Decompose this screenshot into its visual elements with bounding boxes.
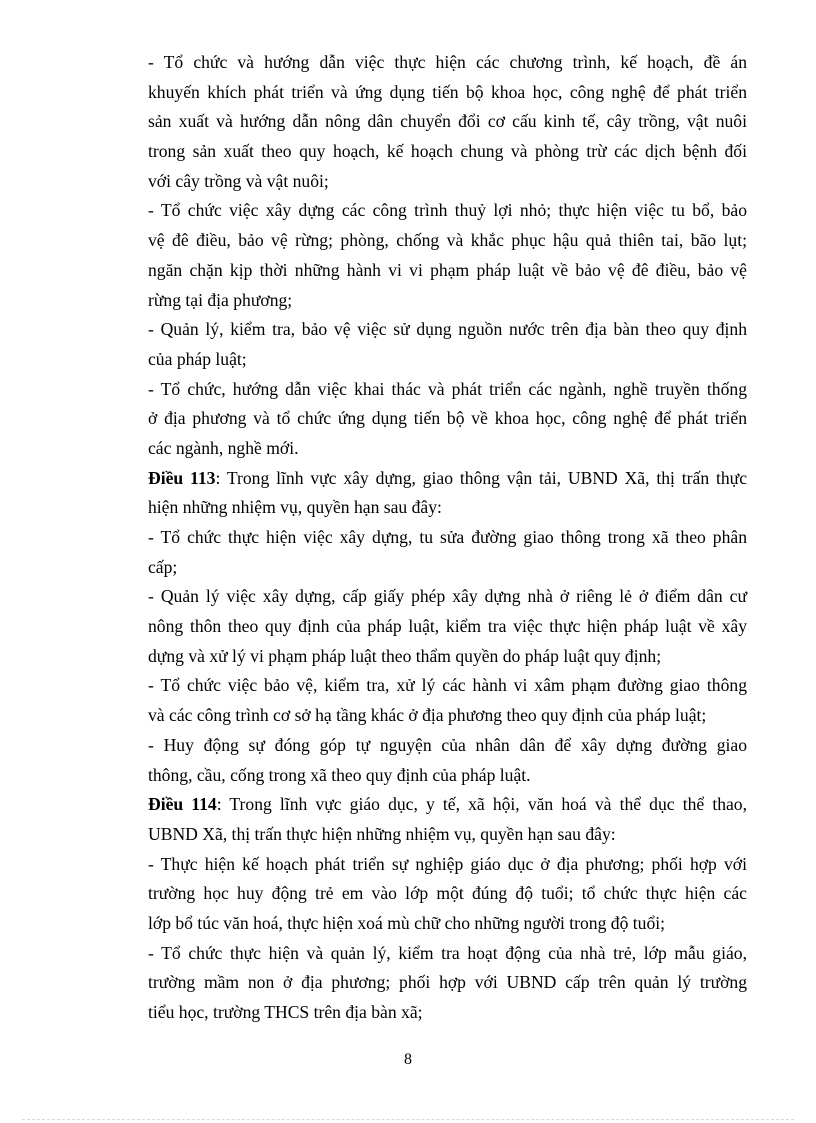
text-line-content: Trong lĩnh vực giáo dục, y tế, xã hội, văn hoá và thể dục thể thao, [229, 794, 748, 815]
text-line: - Quản lý việc xây dựng, cấp giấy phép xây dựng nhà ở riêng lẻ ở điểm dân cư [148, 586, 747, 607]
text-line: và các công trình cơ sở hạ tầng khác ở địa phương theo quy định của pháp luật; [148, 705, 707, 726]
article-114-label: Điều 114 [148, 794, 217, 815]
text-line: tiểu học, trường THCS trên địa bàn xã; [148, 1002, 423, 1022]
text-line: sản xuất và hướng dẫn nông dân chuyển đổi cơ cấu kinh tế, cây trồng, vật nuôi [148, 111, 747, 132]
text-line: - Tổ chức, hướng dẫn việc khai thác và phát triển các ngành, nghề truyền thống [148, 378, 747, 399]
text-line: - Quản lý, kiểm tra, bảo vệ việc sử dụng nguồn nước trên địa bàn theo quy định [148, 319, 747, 340]
article-separator: : [216, 794, 230, 815]
text-line: hiện những nhiệm vụ, quyền hạn sau đây: [148, 497, 442, 518]
text-line: - Tổ chức việc bảo vệ, kiểm tra, xử lý các hành vi xâm phạm đường giao thông [148, 675, 747, 696]
text-line: các ngành, nghề mới. [148, 437, 299, 458]
text-line: nông thôn theo quy định của pháp luật, kiểm tra việc thực hiện pháp luật về xây [148, 616, 747, 637]
text-line: trường học huy động trẻ em vào lớp một đúng độ tuổi; tổ chức thực hiện các [148, 883, 747, 904]
text-line: ngăn chặn kịp thời những hành vi vi phạm pháp luật về bảo vệ đê điều, bảo vệ [148, 259, 747, 280]
text-line: cấp; [148, 556, 178, 577]
text-line: UBND Xã, thị trấn thực hiện những nhiệm vụ, quyền hạn sau đây: [148, 823, 616, 844]
text-line: với cây trồng và vật nuôi; [148, 170, 329, 191]
article-113-label: Điều 113 [148, 467, 216, 488]
text-line: rừng tại địa phương; [148, 289, 293, 310]
text-line: thông, cầu, cống trong xã theo quy định của pháp luật. [148, 764, 531, 785]
page-boundary-divider [22, 1119, 794, 1120]
article-114-heading-line [148, 790, 747, 820]
text-line: dựng và xử lý vi phạm pháp luật theo thẩm quyền do pháp luật quy định; [148, 645, 662, 666]
text-line: trường mầm non ở địa phương; phối hợp với UBND cấp trên quản lý trường [148, 972, 747, 993]
text-line: - Tổ chức việc xây dựng các công trình thuỷ lợi nhỏ; thực hiện việc tu bổ, bảo [148, 200, 747, 221]
text-line: lớp bổ túc văn hoá, thực hiện xoá mù chữ cho những người trong độ tuổi; [148, 912, 666, 933]
article-separator: : [215, 467, 227, 488]
body-text [148, 48, 747, 1028]
text-line: vệ đê điều, bảo vệ rừng; phòng, chống và khắc phục hậu quả thiên tai, bão lụt; [148, 230, 747, 251]
text-line: khuyến khích phát triển và ứng dụng tiến bộ khoa học, công nghệ để phát triển [148, 81, 747, 102]
text-line: ở địa phương và tổ chức ứng dụng tiến bộ về khoa học, công nghệ để phát triển [148, 408, 747, 429]
text-line: - Tổ chức và hướng dẫn việc thực hiện các chương trình, kế hoạch, đề án [148, 52, 747, 72]
text-line: - Huy động sự đóng góp tự nguyện của nhân dân để xây dựng đường giao [148, 734, 747, 755]
article-113-heading-line [148, 464, 747, 494]
text-line: - Tổ chức thực hiện và quản lý, kiểm tra hoạt động của nhà trẻ, lớp mẫu giáo, [148, 942, 747, 963]
page-number: 8 [404, 1051, 412, 1068]
text-line: - Tổ chức thực hiện việc xây dựng, tu sửa đường giao thông trong xã theo phân [148, 527, 747, 547]
text-line-content: Trong lĩnh vực xây dựng, giao thông vận tải, UBND Xã, thị trấn thực [226, 467, 747, 488]
text-line: trong sản xuất theo quy hoạch, kế hoạch chung và phòng trừ các dịch bệnh đối [148, 141, 747, 162]
text-line: của pháp luật; [148, 348, 247, 369]
text-line: - Thực hiện kế hoạch phát triển sự nghiệp giáo dục ở địa phương; phối hợp với [148, 853, 747, 874]
